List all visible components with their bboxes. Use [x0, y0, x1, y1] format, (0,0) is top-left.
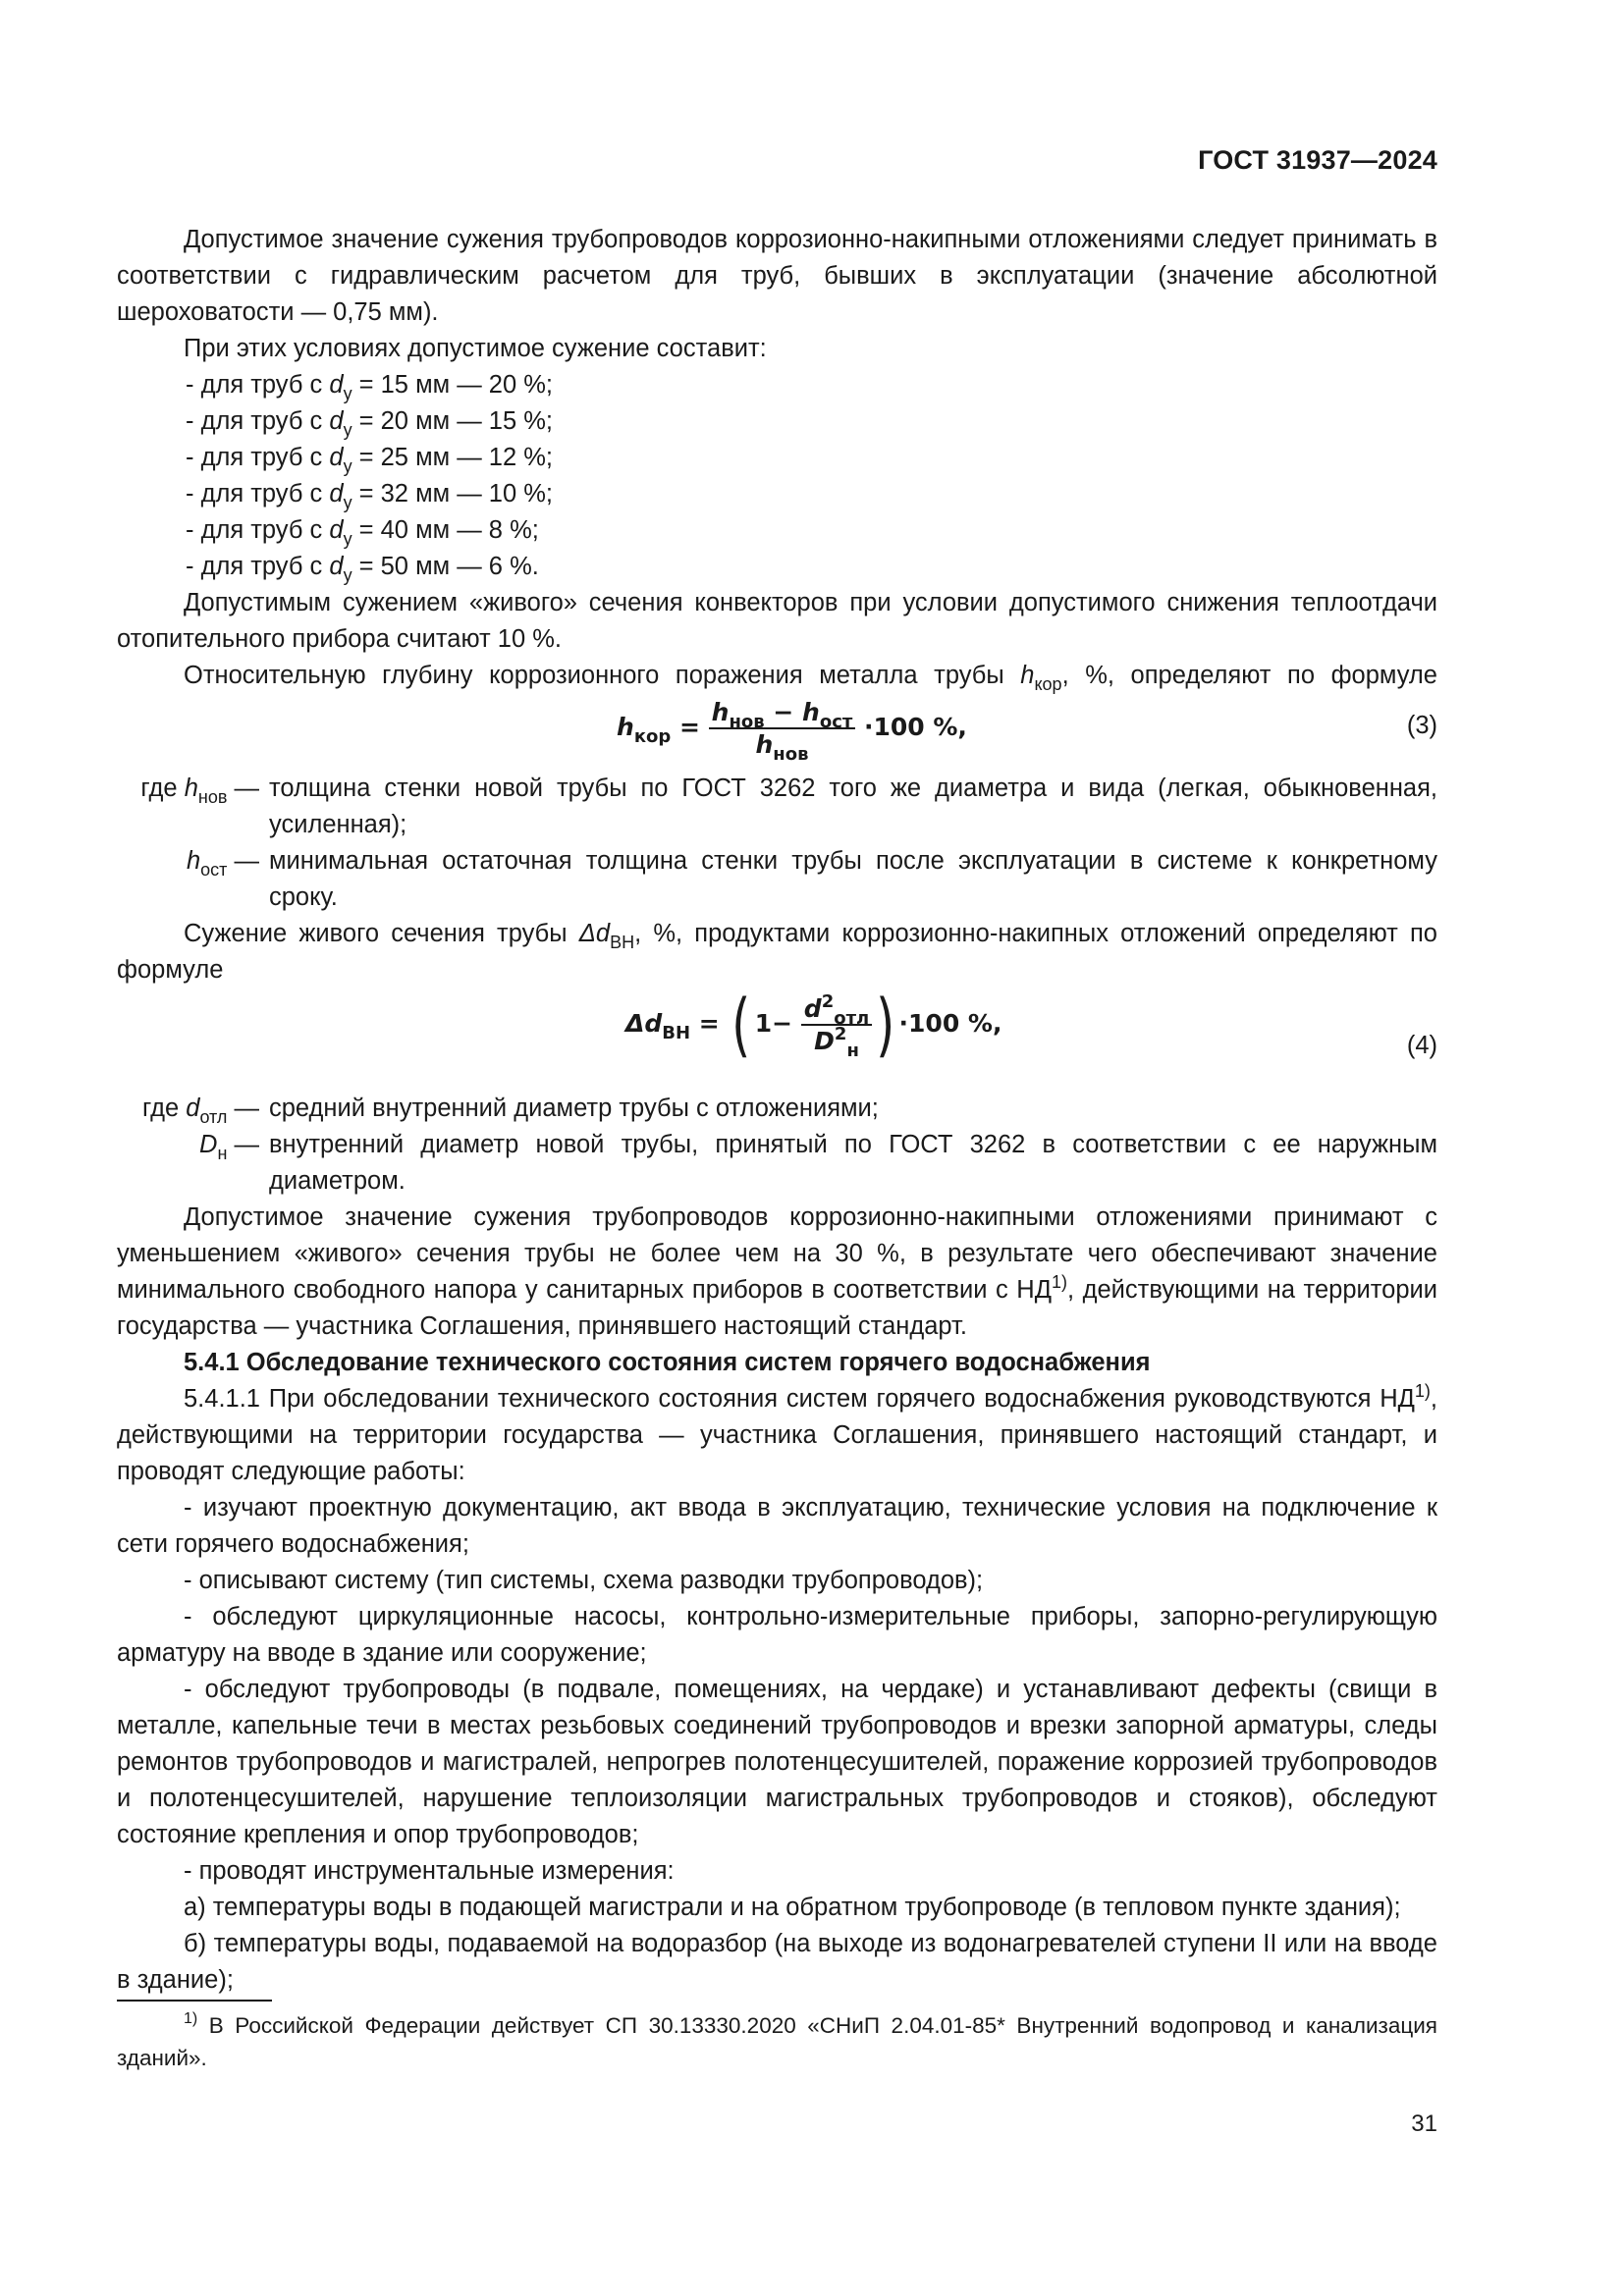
list-item: - изучают проектную документацию, акт ввода в эксплуатацию, технические условия на подключение к сети горячего водоснабжения; [117, 1494, 1437, 1558]
paragraph: Допустимое значение сужения трубопроводов коррозионно-накипными отложениями следует принимать в соответствии с гидравлическим расчетом для труб, бывших в эксплуатации (значение абсолютной шероховатости — 0,75 мм). [117, 226, 1437, 326]
list-item: - для труб с $d_у = 25$ мм — 12 %; [186, 444, 554, 476]
legend-symbol: $D_н$ — [199, 1131, 259, 1163]
list-item: - обследуют трубопроводы (в подвале, помещениях, на чердаке) и устанавливают дефекты (свищи в металле, капельные течи в местах резьбовых соединений трубопроводов и врезки запорной арматуры, следы ремонтов трубопроводов и магистралей, непрогрев полотенцесушителей, поражение коррозией трубопроводов и полотенцесушителей, нарушение теплоизоляции магистральных трубопроводов и стояков), обследуют состояние крепления и опор трубопроводов; [117, 1676, 1437, 1848]
diameter-list [117, 367, 1437, 585]
formula-3-fraction: $\frac{h_{нов} - h_{ост}}{h_{нов}}$ [709, 698, 856, 759]
paragraph: Допустимым сужением «живого» сечения конвекторов при условии допустимого снижения теплоотдачи отопительного прибора считают 10 %. [117, 589, 1437, 653]
list-item: а) температуры воды в подающей магистрали и на обратном трубопроводе (в тепловом пункте здания); [184, 1894, 1401, 1921]
paragraph: Допустимое значение сужения трубопроводов коррозионно-накипными отложениями принимают с уменьшением «живого» сечения трубы не более чем на 30 %, в результате чего обеспечивают значение минимального свободного напора у санитарных приборов в соответствии с НД$^{1)}$, действующими на территории государства — участника Соглашения, принявшего настоящий стандарт. [117, 1203, 1437, 1340]
list-item: - для труб с $d_у = 15$ мм — 20 %; [186, 371, 554, 403]
legend-symbol: где $h_{нов}$ — [140, 774, 259, 807]
equation-number: (3) [1406, 712, 1437, 739]
formula-3 [117, 694, 1437, 771]
list-item: б) температуры воды, подаваемой на водоразбор (на выходе из водонагревателей ступени II или на вводе в здание); [117, 1930, 1437, 1994]
paragraph: 5.4.1.1 При обследовании технического состояния систем горячего водоснабжения руководствуются НД$^{1)}$, действующими на территории государства — участника Соглашения, принявшего настоящий стандарт, и проводят следующие работы: [117, 1381, 1437, 1485]
list-item: - для труб с $d_у = 50$ мм — 6 %. [186, 553, 539, 585]
legend-definition: средний внутренний диаметр трубы с отложениями; [269, 1095, 879, 1122]
formula-3-legend [117, 771, 1437, 916]
paragraph: При этих условиях допустимое сужение составит: [184, 335, 767, 362]
list-item: - для труб с $d_у = 40$ мм — 8 %; [186, 516, 539, 549]
page-body [117, 222, 1437, 1999]
list-item: - проводят инструментальные измерения: [184, 1857, 675, 1885]
works-list [117, 1490, 1437, 1999]
list-item: - для труб с $d_у = 20$ мм — 15 %; [186, 407, 554, 440]
list-item: - описывают систему (тип системы, схема разводки трубопроводов); [184, 1567, 984, 1594]
paragraph: Сужение живого сечения трубы $\Delta d_{ВН}$, %, продуктами коррозионно-накипных отложений определяют по формуле [117, 920, 1437, 984]
formula-3-expression: $h_{кор}$ = $\frac{h_{нов} - h_{ост}}{h_{нов}}$ ·100 %, [617, 698, 967, 765]
section-heading: 5.4.1 Обследование технического состояния систем горячего водоснабжения [184, 1349, 1151, 1376]
document-standard-code: ГОСТ 31937—2024 [1198, 145, 1437, 175]
legend-definition: толщина стенки новой трубы по ГОСТ 3262 того же диаметра и вида (легкая, обыкновенная, усиленная); [269, 774, 1437, 838]
formula-4-legend [117, 1091, 1437, 1200]
formula-4-expression: $\Delta d_{ВН}$ = ( 1− $\frac{d^2_{отл}}{D^2_н}$ ) ·100 %, [625, 985, 1002, 1065]
legend-definition: минимальная остаточная толщина стенки трубы после эксплуатации в системе к конкретному сроку. [269, 847, 1437, 911]
paragraph: Относительную глубину коррозионного поражения металла трубы $h_{кор}$, %, определяют по формуле [184, 662, 1437, 694]
legend-definition: внутренний диаметр новой трубы, принятый по ГОСТ 3262 в соответствии с ее наружным диаметром. [269, 1131, 1437, 1195]
equation-number: (4) [1406, 1032, 1437, 1059]
list-item: - обследуют циркуляционные насосы, контрольно-измерительные приборы, запорно-регулирующую арматуру на вводе в здание или сооружение; [117, 1603, 1437, 1667]
footnote: $^{1)}$ В Российской Федерации действует СП 30.13330.2020 «СНиП 2.04.01-85* Внутренний водопровод и канализация зданий». [117, 2010, 1437, 2070]
footnote-separator [117, 2000, 272, 2002]
list-item: - для труб с $d_у = 32$ мм — 10 %; [186, 480, 554, 512]
legend-symbol: где $d_{отл}$ — [141, 1095, 259, 1127]
formula-4-fraction: $\frac{d^2_{отл}}{D^2_н}$ [801, 994, 872, 1055]
page-number: 31 [1411, 2110, 1437, 2137]
formula-4 [117, 985, 1437, 1091]
legend-symbol: $h_{ост}$ — [186, 847, 259, 880]
